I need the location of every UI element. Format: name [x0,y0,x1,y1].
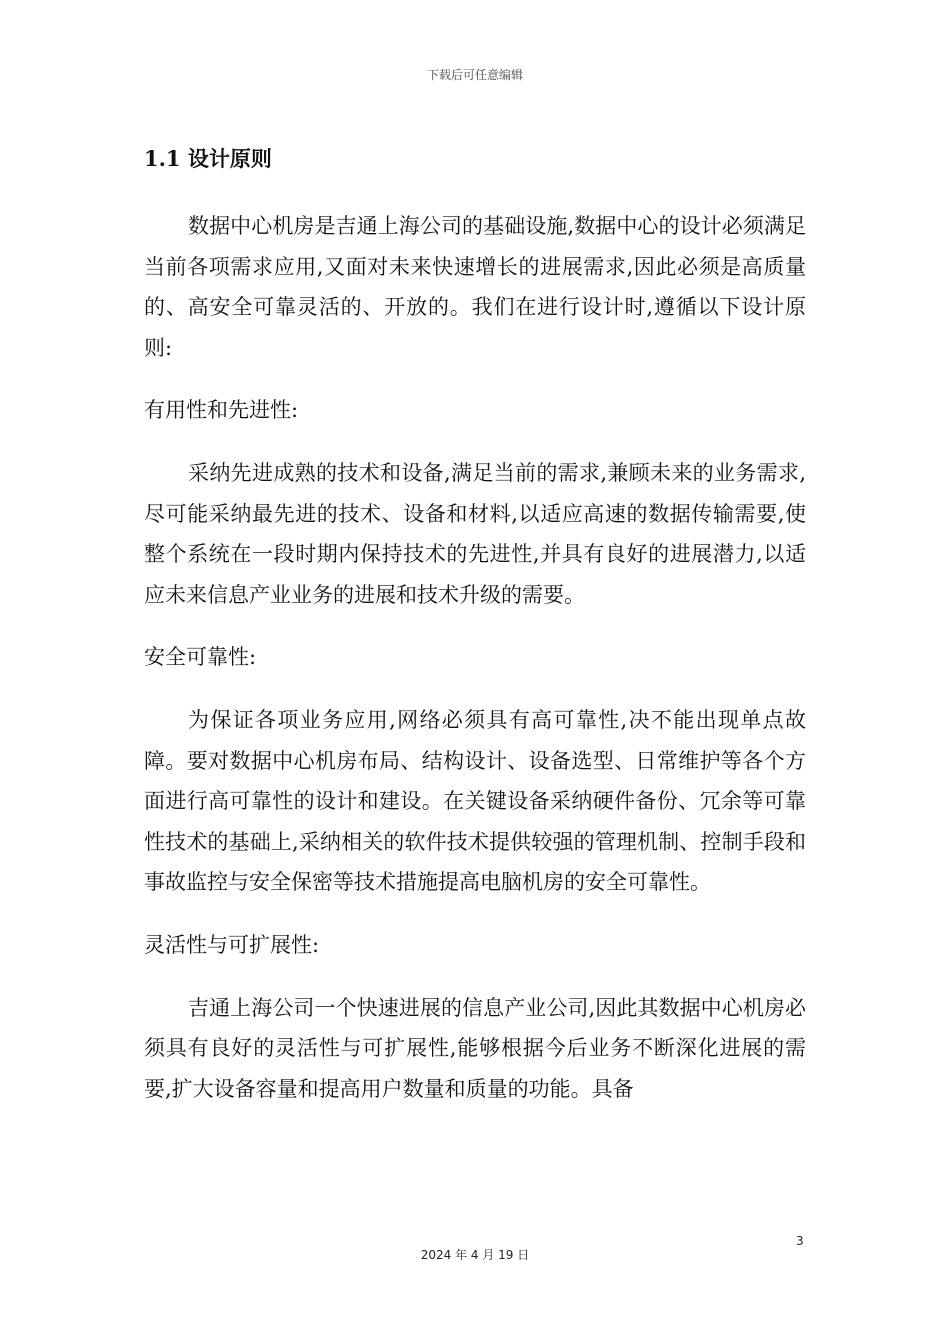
footer-date: 2024 年 4 月 19 日 [420,1248,530,1262]
principle-heading-usefulness: 有用性和先进性: [144,398,299,423]
document-body [144,142,806,1109]
page-number: 3 [796,1234,804,1248]
principle-body-flexibility: 吉通上海公司一个快速进展的信息产业公司,因此其数据中心机房必须具有良好的灵活性与可扩展性,能够根据今后业务不断深化进展的需要,扩大设备容量和提高用户数量和质量的功能。具备 [144,995,806,1101]
principle-heading-reliability: 安全可靠性: [144,645,257,670]
intro-paragraph: 数据中心机房是吉通上海公司的基础设施,数据中心的设计必须满足当前各项需求应用,又面对未来快速增长的进展需求,因此必须是高质量的、高安全可靠灵活的、开放的。我们在进行设计时,遵循以下设计原则: [144,214,806,360]
principle-body-usefulness: 采纳先进成熟的技术和设备,满足当前的需求,兼顾未来的业务需求,尽可能采纳最先进的技术、设备和材料,以适应高速的数据传输需要,使整个系统在一段时期内保持技术的先进性,并具有良好的进展潜力,以适应未来信息产业业务的进展和技术升级的需要。 [144,460,806,607]
principle-heading-flexibility: 灵活性与可扩展性: [144,932,320,957]
header-note: 下载后可任意编辑 [426,68,523,82]
principle-body-reliability: 为保证各项业务应用,网络必须具有高可靠性,决不能出现单点故障。要对数据中心机房布局、结构设计、设备选型、日常维护等各个方面进行高可靠性的设计和建设。在关键设备采纳硬件备份、冗余等可靠性技术的基础上,采纳相关的软件技术提供较强的管理机制、控制手段和事故监控与安全保密等技术措施提高电脑机房的安全可靠性。 [144,707,806,895]
section-title: 1.1 设计原则 [144,146,272,171]
